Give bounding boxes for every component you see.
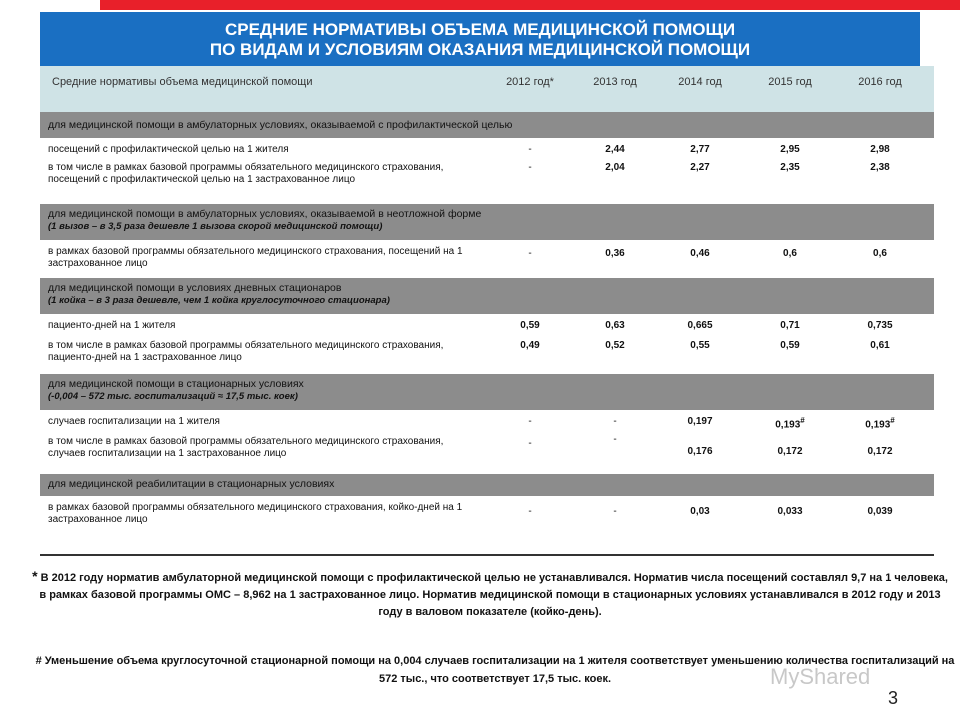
section-note: (1 вызов – в 3,5 раза дешевле 1 вызова скорой медицинской помощи) [48, 221, 383, 232]
section-note: (1 койка – в 3 раза дешевле, чем 1 койка круглосуточного стационара) [48, 295, 390, 306]
section-title: для медицинской помощи в стационарных условиях [48, 378, 304, 390]
table-row [40, 434, 934, 474]
row-label: случаев госпитализации на 1 жителя [48, 416, 220, 427]
norms-table [40, 66, 934, 536]
cell-2015: 0,59 [780, 340, 800, 351]
cell-2013: 2,04 [605, 162, 625, 173]
cell-2014: 0,46 [690, 248, 710, 259]
cell-2012: - [528, 162, 532, 173]
cell-2014: 2,77 [690, 144, 710, 155]
cell-2014: 0,665 [687, 320, 713, 331]
table-row [40, 496, 934, 536]
cell-2012: 0,59 [520, 320, 540, 331]
cell-2016: 2,98 [870, 144, 890, 155]
footnote-star-text: В 2012 году норматив амбулаторной медицинской помощи с профилактической целью не устанавливался. Норматив числа посещений составлял 9,7 на 1 человека, в рамках базовой программы ОМС – 8,962 на 1 застрахованное лицо. Норматив медицинской помощи в стационарных условиях устанавливался в 2012 году и 2013 году в валовом показателе (койко-день). [39, 572, 948, 618]
table-bottom-rule [40, 554, 934, 556]
header-year-2014: 2014 год [678, 76, 722, 88]
footnote-star [30, 568, 950, 621]
section-header [40, 204, 934, 240]
cell-2016: 0,735 [867, 320, 893, 331]
section-header [40, 278, 934, 314]
cell-2014: 0,55 [690, 340, 710, 351]
cell-2015: 0,71 [780, 320, 800, 331]
cell-2014: 0,197 [687, 416, 713, 427]
cell-2015: 0,172 [777, 446, 803, 457]
section-note: (-0,004 – 572 тыс. госпитализаций ≈ 17,5 тыс. коек) [48, 391, 298, 402]
cell-value: 0,193 [865, 419, 891, 431]
page-number: 3 [888, 688, 899, 708]
cell-2016: 0,6 [873, 248, 887, 259]
table-row [40, 410, 934, 434]
footnote-star-marker: * [32, 568, 38, 584]
cell-2012: - [528, 416, 532, 427]
table-row [40, 240, 934, 278]
hash-marker: # [890, 416, 895, 425]
cell-2013: 0,36 [605, 248, 625, 259]
cell-2015: 2,95 [780, 144, 800, 155]
row-label: в том числе в рамках базовой программы обязательного медицинского страхования, случаев госпитализации на 1 застрахованное лицо [48, 436, 444, 459]
cell-2012: - [528, 506, 532, 517]
cell-2012: 0,49 [520, 340, 540, 351]
row-label: в том числе в рамках базовой программы обязательного медицинского страхования, пациенто-дней на 1 застрахованное лицо [48, 340, 444, 363]
row-label: в том числе в рамках базовой программы обязательного медицинского страхования, посещений с профилактической целью на 1 застрахованное лицо [48, 162, 444, 185]
cell-2013: - [613, 416, 617, 427]
title-line-2: ПО ВИДАМ И УСЛОВИЯМ ОКАЗАНИЯ МЕДИЦИНСКОЙ ПОМОЩИ [209, 40, 751, 59]
cell-2015: 0,033 [777, 506, 803, 517]
section-header [40, 112, 934, 138]
title-line-1: СРЕДНИЕ НОРМАТИВЫ ОБЪЕМА МЕДИЦИНСКОЙ ПОМОЩИ [224, 20, 736, 39]
row-label: в рамках базовой программы обязательного медицинского страхования, посещений на 1 застрахованное лицо [48, 246, 463, 269]
header-year-2015: 2015 год [768, 76, 812, 88]
cell-2012: - [528, 144, 532, 155]
table-row [40, 314, 934, 338]
cell-2016 [845, 416, 915, 430]
cell-2014: 0,03 [690, 506, 710, 517]
table-row [40, 338, 934, 374]
table-row [40, 160, 934, 204]
cell-2014: 2,27 [690, 162, 710, 173]
cell-2013: - [613, 506, 617, 517]
row-label: в рамках базовой программы обязательного медицинского страхования, койко-дней на 1 застрахованное лицо [48, 502, 463, 525]
section-header [40, 374, 934, 410]
section-title: для медицинской помощи в амбулаторных условиях, оказываемой в неотложной форме [48, 208, 482, 220]
cell-2016: 2,38 [870, 162, 890, 173]
cell-2015 [755, 416, 825, 430]
watermark: MyShared [770, 664, 871, 689]
cell-2013: 2,44 [605, 144, 625, 155]
section-title: для медицинской помощи в условиях дневных стационаров [48, 282, 342, 294]
table-header [40, 66, 934, 112]
cell-2013: - [613, 434, 617, 445]
section-header [40, 474, 934, 496]
page-title [40, 12, 920, 66]
cell-value: 0,193 [775, 419, 801, 431]
cell-2016: 0,172 [867, 446, 893, 457]
row-label: посещений с профилактической целью на 1 жителя [48, 144, 289, 155]
hash-marker: # [800, 416, 805, 425]
cell-2013: 0,52 [605, 340, 625, 351]
section-title: для медицинской реабилитации в стационарных условиях [48, 478, 335, 490]
cell-2014: 0,176 [687, 446, 713, 457]
header-year-2013: 2013 год [593, 76, 637, 88]
footnote-hash: # Уменьшение объема круглосуточной стационарной помощи на 0,004 случаев госпитализации на 1 жителя соответствует уменьшению количества госпитализаций на 572 тыс., что соответствует 17,5 тыс. коек. [35, 655, 955, 685]
cell-2016: 0,039 [867, 506, 893, 517]
table-row [40, 138, 934, 160]
header-year-2012: 2012 год* [506, 76, 554, 88]
cell-2015: 2,35 [780, 162, 800, 173]
header-label: Средние нормативы объема медицинской помощи [52, 76, 313, 88]
cell-2012: - [528, 248, 532, 259]
row-label: пациенто-дней на 1 жителя [48, 320, 176, 331]
cell-2016: 0,61 [870, 340, 890, 351]
section-title: для медицинской помощи в амбулаторных условиях, оказываемой с профилактической целью [48, 119, 513, 131]
header-year-2016: 2016 год [858, 76, 902, 88]
cell-2015: 0,6 [783, 248, 797, 259]
cell-2012: - [528, 438, 532, 449]
cell-2013: 0,63 [605, 320, 625, 331]
top-red-bar [100, 0, 960, 10]
